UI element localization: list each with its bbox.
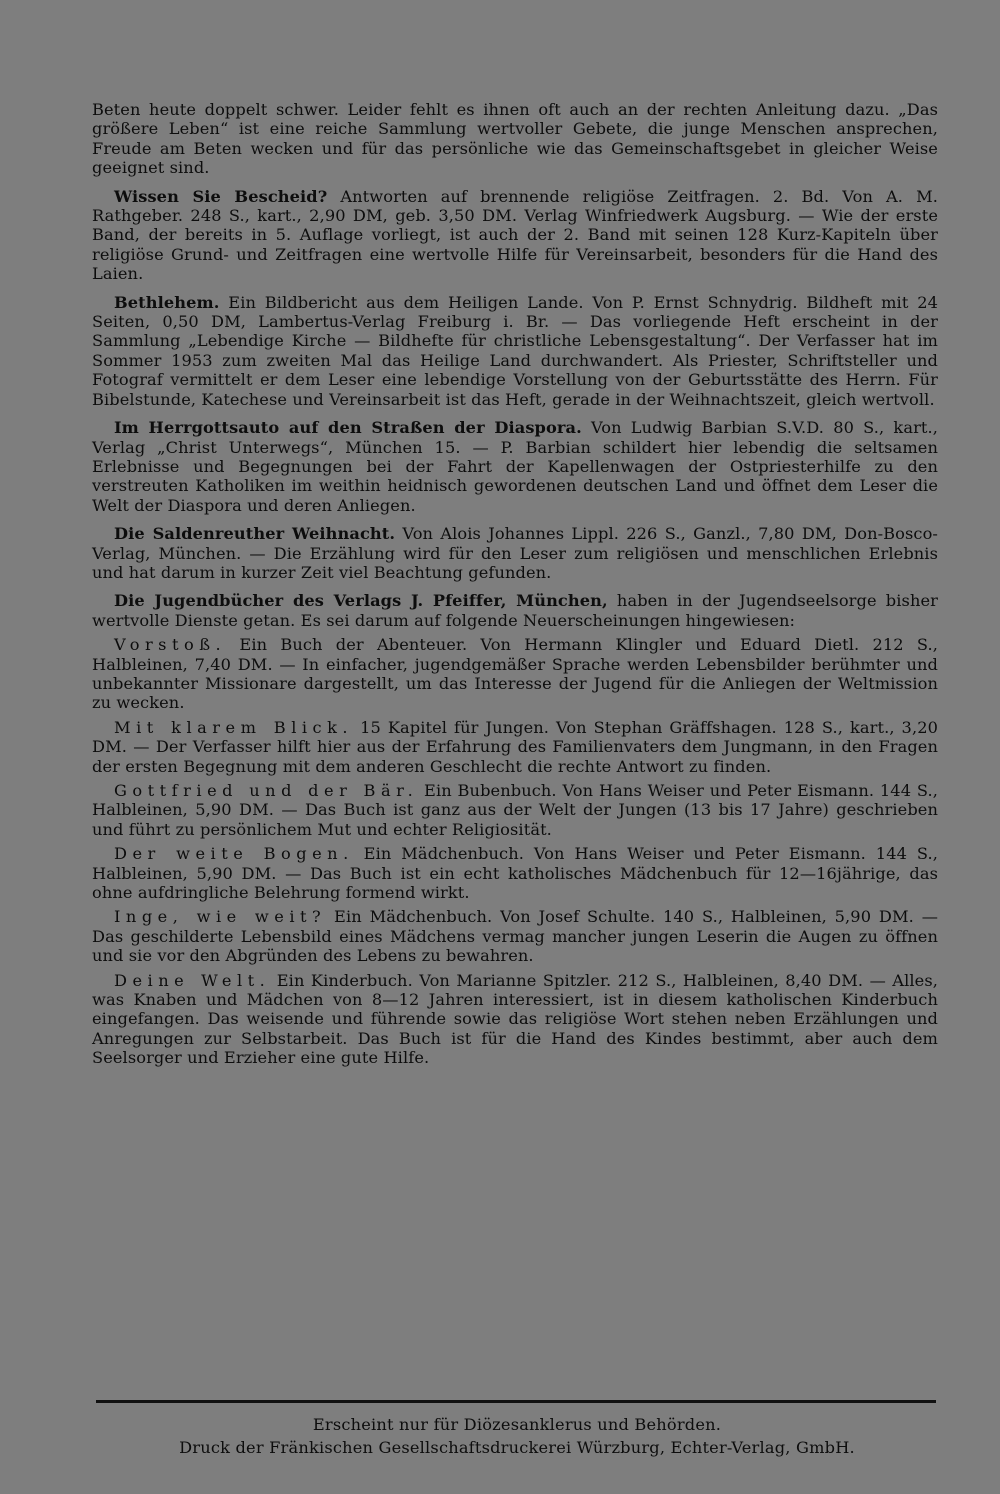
review-text: Antworten auf brennende religiöse Zeitfragen. 2. Bd. Von A. M. Rathgeber. 248 S., kart., 2,90 DM, geb. 3,50 DM. Verlag Winfriedwerk Augsburg. — Wie der erste Band, der bereits in 5. Auflage vorliegt, ist auch der 2. Band mit seinen 128 Kurz-Kapiteln über religiöse Grund- und Zeitfragen eine wertvolle Hilfe für Vereinsarbeit, besonders für die Hand des Laien.: [92, 186, 938, 284]
book-title: Vorstoß.: [114, 635, 227, 655]
book-text: Ein Bubenbuch. Von Hans Weiser und Peter Eismann. 144 S., Halbleinen, 5,90 DM. — Das Buch ist ganz aus der Welt der Jungen (13 bis 17 Jahre) geschrieben und führt zu persönlichem Mut und echter Religiosität.: [92, 781, 939, 839]
footer-divider: [96, 1400, 936, 1403]
review-title: Bethlehem.: [114, 292, 220, 312]
book-text: Ein Mädchenbuch. Von Josef Schulte. 140 S., Halbleinen, 5,90 DM. — Das geschilderte Lebensbild eines Mädchens vermag mancher jungen Leserin die Augen zu öffnen und sie vor den Abgründen des Lebens zu bewahren.: [92, 907, 938, 966]
youth-book-deine-welt: [92, 971, 938, 1068]
review-text: haben in der Jugendseelsorge bisher wertvolle Dienste getan. Es sei darum auf folgende Neuerscheinungen hingewiesen:: [92, 591, 938, 630]
book-title: Gottfried und der Bär.: [114, 781, 419, 800]
review-text: Von Ludwig Barbian S.V.D. 80 S., kart., Verlag „Christ Unterwegs“, München 15. — P. Barbian schildert hier lebendig die seltsamen Erlebnisse und Begegnungen bei der Fahrt der Kapellenwagen der Ostpriesterhilfe zu den verstreuten Katholiken im weithin heidnisch gewordenen deutschen Land und öffnet dem Leser die Welt der Diaspora und deren Anliegen.: [92, 418, 939, 515]
book-title: Deine Welt.: [114, 970, 271, 990]
review-saldenreuther-weihnacht: [92, 524, 938, 582]
youth-book-der-weite-bogen: [92, 844, 938, 902]
review-text: Von Alois Johannes Lippl. 226 S., Ganzl., 7,80 DM, Don-Bosco-Verlag, München. — Die Erzählung wird für den Leser zum religiösen und menschlichen Erlebnis und hat darum in kurzer Zeit viel Beachtung gefunden.: [92, 524, 938, 582]
youth-book-inge-wie-weit: [92, 907, 938, 965]
review-title: Im Herrgottsauto auf den Straßen der Diaspora.: [114, 418, 582, 438]
book-title: Inge, wie weit?: [114, 907, 327, 927]
book-title: Mit klarem Blick.: [114, 717, 354, 737]
imprint-footer: [92, 1413, 942, 1459]
review-title: Die Jugendbücher des Verlags J. Pfeiffer, München,: [114, 591, 608, 611]
review-wissen-sie-bescheid: [92, 187, 938, 284]
review-title: Die Saldenreuther Weihnacht.: [114, 524, 396, 544]
youth-book-gottfried-und-der-baer: [92, 781, 938, 839]
intro-paragraph: Beten heute doppelt schwer. Leider fehlt es ihnen oft auch an der rechten Anleitung dazu. „Das größere Leben“ ist eine reiche Sammlung wertvoller Gebete, die junge Menschen ansprechen, Freude am Beten wecken und für das persönliche wie das Gemeinschaftsgebet in gleicher Weise geeignet sind.: [92, 100, 938, 178]
document-body: [92, 100, 938, 1073]
book-title: Der weite Bogen.: [114, 844, 354, 864]
review-jugendbuecher-pfeiffer: [92, 591, 938, 630]
imprint-printer: Druck der Fränkischen Gesellschaftsdruckerei Würzburg, Echter-Verlag, GmbH.: [179, 1438, 855, 1457]
review-herrgottsauto: [92, 418, 938, 515]
book-text: Ein Kinderbuch. Von Marianne Spitzler. 212 S., Halbleinen, 8,40 DM. — Alles, was Knaben und Mädchen von 8—12 Jahren interessiert, ist in diesem katholischen Kinderbuch eingefangen. Das weisende und führende sowie das religiöse Wort stehen neben Erzählungen und Anregungen zur Selbstarbeit. Das Buch ist für die Hand des Kindes bestimmt, aber auch dem Seelsorger und Erzieher eine gute Hilfe.: [92, 970, 938, 1068]
book-text: 15 Kapitel für Jungen. Von Stephan Gräffshagen. 128 S., kart., 3,20 DM. — Der Verfasser hilft hier aus der Erfahrung des Familienvaters dem Jungmann, in den Fragen der ersten Begegnung mit dem anderen Geschlecht die rechte Antwort zu finden.: [92, 717, 939, 776]
review-text: Ein Bildbericht aus dem Heiligen Lande. Von P. Ernst Schnydrig. Bildheft mit 24 Seiten, 0,50 DM, Lambertus-Verlag Freiburg i. Br. — Das vorliegende Heft erscheint in der Sammlung „Lebendige Kirche — Bildhefte für christliche Lebensgestaltung“. Der Verfasser hat im Sommer 1953 zum zweiten Mal das Heilige Land durchwandert. Als Priester, Schriftsteller und Fotograf vermittelt er dem Leser eine lebendige Vorstellung von der Geburtsstätte des Herrn. Für Bibelstunde, Katechese und Vereinsarbeit ist das Heft, gerade in der Weihnachtszeit, gleich wertvoll.: [92, 292, 938, 409]
review-title: Wissen Sie Bescheid?: [114, 186, 328, 206]
book-text: Ein Buch der Abenteuer. Von Hermann Klingler und Eduard Dietl. 212 S., Halbleinen, 7,40 DM. — In einfacher, jugendgemäßer Sprache werden Lebensbilder berühmter und unbekannter Missionare dargestellt, um das Interesse der Jugend für die Anliegen der Weltmission zu wecken.: [92, 635, 938, 713]
book-text: Ein Mädchenbuch. Von Hans Weiser und Peter Eismann. 144 S., Halbleinen, 5,90 DM. — Das Buch ist ein echt katholisches Mädchenbuch für 12—16jährige, das ohne aufdringliche Belehrung formend wirkt.: [92, 844, 938, 903]
youth-book-mit-klarem-blick: [92, 718, 938, 776]
youth-book-vorstoss: [92, 635, 938, 713]
review-bethlehem: [92, 293, 938, 409]
imprint-distribution-note: Erscheint nur für Diözesanklerus und Behörden.: [312, 1415, 722, 1434]
